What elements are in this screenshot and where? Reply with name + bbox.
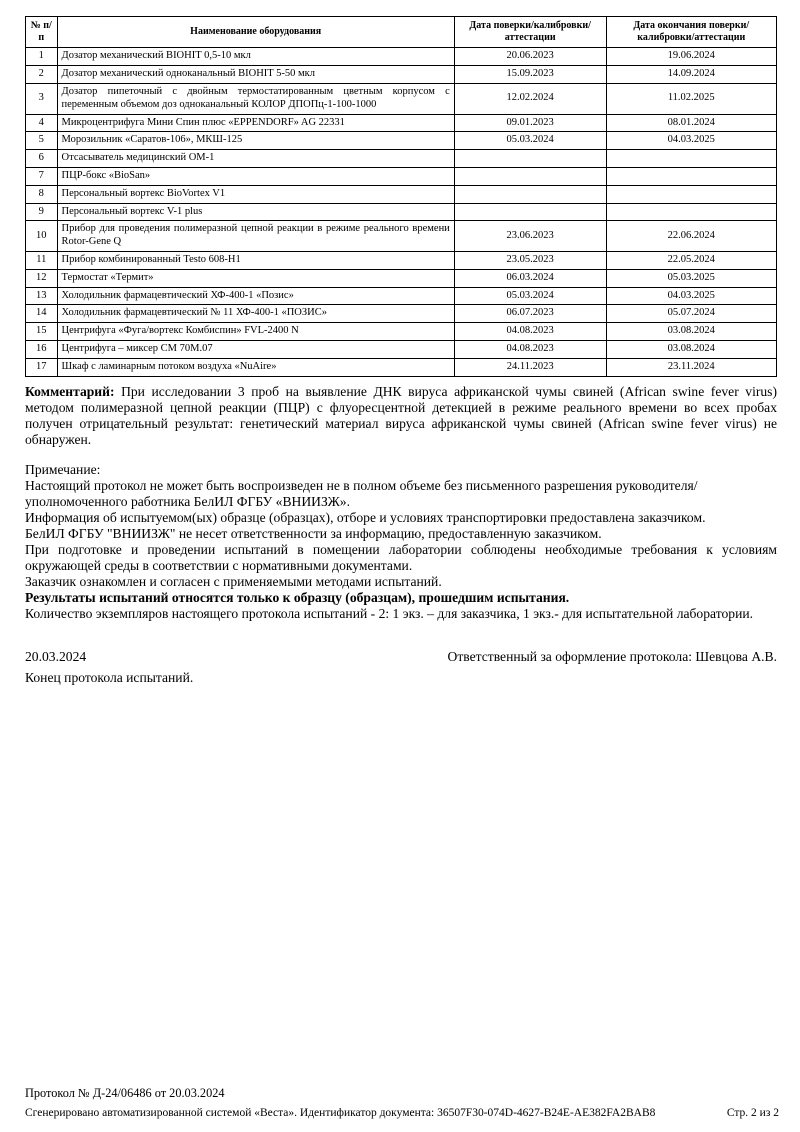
row-number-cell: 10 xyxy=(26,221,58,252)
row-number-cell: 7 xyxy=(26,167,58,185)
verification-end-date-cell: 22.06.2024 xyxy=(606,221,777,252)
responsible-person: Ответственный за оформление протокола: Шевцова А.В. xyxy=(447,648,777,664)
verification-end-date-cell: 05.07.2024 xyxy=(606,305,777,323)
verification-end-date-cell xyxy=(606,185,777,203)
verification-end-date-cell: 03.08.2024 xyxy=(606,323,777,341)
equipment-name-cell: Микроцентрифуга Мини Спин плюс «EPPENDORF» AG 22331 xyxy=(57,114,454,132)
footer-generated-info: Сгенерировано автоматизированной системой «Веста». Идентификатор документа: 36507F30-074D-4627-B24E-AE382FA2BAB8 xyxy=(25,1107,656,1119)
row-number-cell: 3 xyxy=(26,83,58,114)
verification-date-cell xyxy=(454,185,606,203)
protocol-date: 20.03.2024 xyxy=(25,648,87,664)
table-row xyxy=(26,66,777,84)
equipment-name-cell: Морозильник «Саратов-106», МКШ-125 xyxy=(57,132,454,150)
verification-end-date-cell: 22.05.2024 xyxy=(606,251,777,269)
row-number-cell: 9 xyxy=(26,203,58,221)
row-number-cell: 15 xyxy=(26,323,58,341)
note-paragraph: Заказчик ознакомлен и согласен с применяемыми методами испытаний. xyxy=(25,573,442,589)
verification-end-date-cell: 04.03.2025 xyxy=(606,132,777,150)
notes-paragraphs xyxy=(25,478,777,622)
row-number-cell: 12 xyxy=(26,269,58,287)
footer-page-indicator: Стр. 2 из 2 xyxy=(726,1107,779,1119)
verification-date-cell: 05.03.2024 xyxy=(454,132,606,150)
verification-date-cell: 24.11.2023 xyxy=(454,358,606,376)
verification-date-cell: 04.08.2023 xyxy=(454,340,606,358)
verification-date-cell: 23.05.2023 xyxy=(454,251,606,269)
note-paragraph: Результаты испытаний относятся только к образцу (образцам), прошедшим испытания. xyxy=(25,589,570,605)
verification-date-cell: 12.02.2024 xyxy=(454,83,606,114)
row-number-cell: 4 xyxy=(26,114,58,132)
equipment-table xyxy=(25,16,777,377)
verification-date-cell: 20.06.2023 xyxy=(454,48,606,66)
verification-date-cell: 23.06.2023 xyxy=(454,221,606,252)
verification-end-date-cell xyxy=(606,150,777,168)
verification-date-cell: 05.03.2024 xyxy=(454,287,606,305)
verification-end-date-cell: 19.06.2024 xyxy=(606,48,777,66)
row-number-cell: 13 xyxy=(26,287,58,305)
table-row xyxy=(26,132,777,150)
row-number-cell: 16 xyxy=(26,340,58,358)
row-number-cell: 8 xyxy=(26,185,58,203)
comment-paragraph xyxy=(25,384,777,448)
verification-date-cell: 04.08.2023 xyxy=(454,323,606,341)
page-footer xyxy=(25,1086,779,1119)
header-verification-date: Дата поверки/калибровки/аттестации xyxy=(454,17,606,48)
table-row xyxy=(26,114,777,132)
equipment-name-cell: ПЦР-бокс «BioSan» xyxy=(57,167,454,185)
equipment-name-cell: Прибор комбинированный Testo 608-Н1 xyxy=(57,251,454,269)
verification-end-date-cell: 08.01.2024 xyxy=(606,114,777,132)
equipment-name-cell: Холодильник фармацевтический № 11 ХФ-400-1 «ПОЗИС» xyxy=(57,305,454,323)
equipment-table-header xyxy=(26,17,777,48)
row-number-cell: 1 xyxy=(26,48,58,66)
equipment-name-cell: Персональный вортекс V-1 plus xyxy=(57,203,454,221)
table-row xyxy=(26,340,777,358)
header-num: № п/п xyxy=(26,17,58,48)
row-number-cell: 11 xyxy=(26,251,58,269)
equipment-name-cell: Холодильник фармацевтический ХФ-400-1 «Позис» xyxy=(57,287,454,305)
verification-date-cell: 06.03.2024 xyxy=(454,269,606,287)
table-row xyxy=(26,83,777,114)
signature-row xyxy=(25,649,777,665)
note-paragraph: Настоящий протокол не может быть воспроизведен не в полном объеме без письменного разрешения руководителя/уполномоченного работника БелИЛ ФГБУ «ВНИИЗЖ». xyxy=(25,477,698,509)
header-row xyxy=(26,17,777,48)
equipment-name-cell: Дозатор механический BIOHIT 0,5-10 мкл xyxy=(57,48,454,66)
equipment-name-cell: Дозатор пипеточный с двойным термостатированным цветным корпусом с переменным объемом доз одноканальный КОЛОР ДПОПц-1-100-1000 xyxy=(57,83,454,114)
equipment-table-body xyxy=(26,48,777,376)
row-number-cell: 14 xyxy=(26,305,58,323)
note-paragraph: Информация об испытуемом(ых) образце (образцах), отборе и условиях транспортировки предоставлена заказчиком. xyxy=(25,509,706,525)
row-number-cell: 2 xyxy=(26,66,58,84)
note-paragraph: При подготовке и проведении испытаний в помещении лаборатории соблюдены необходимые требования к условиям окружающей среды в соответствии с нормативными документами. xyxy=(25,541,777,573)
end-of-protocol-line: Конец протокола испытаний. xyxy=(25,669,194,685)
verification-date-cell xyxy=(454,150,606,168)
header-verification-end-date: Дата окончания поверки/калибровки/аттестации xyxy=(606,17,777,48)
comment-label: Комментарий: xyxy=(25,383,115,399)
footer-protocol-number: Протокол № Д-24/06486 от 20.03.2024 xyxy=(25,1086,225,1100)
note-paragraph: БелИЛ ФГБУ "ВНИИЗЖ" не несет ответственности за информацию, предоставленную заказчиком. xyxy=(25,525,602,541)
verification-date-cell: 15.09.2023 xyxy=(454,66,606,84)
table-row xyxy=(26,203,777,221)
equipment-name-cell: Персональный вортекс BioVortex V1 xyxy=(57,185,454,203)
equipment-name-cell: Шкаф с ламинарным потоком воздуха «NuAire» xyxy=(57,358,454,376)
verification-end-date-cell: 11.02.2025 xyxy=(606,83,777,114)
equipment-name-cell: Отсасыватель медицинский ОМ-1 xyxy=(57,150,454,168)
verification-end-date-cell: 03.08.2024 xyxy=(606,340,777,358)
verification-date-cell: 06.07.2023 xyxy=(454,305,606,323)
table-row xyxy=(26,269,777,287)
table-row xyxy=(26,185,777,203)
equipment-name-cell: Центрифуга – миксер СМ 70М.07 xyxy=(57,340,454,358)
notes-label: Примечание: xyxy=(25,461,101,477)
table-row xyxy=(26,48,777,66)
equipment-name-cell: Термостат «Термит» xyxy=(57,269,454,287)
table-row xyxy=(26,150,777,168)
row-number-cell: 6 xyxy=(26,150,58,168)
verification-end-date-cell: 04.03.2025 xyxy=(606,287,777,305)
equipment-name-cell: Дозатор механический одноканальный BIOHIT 5-50 мкл xyxy=(57,66,454,84)
table-row xyxy=(26,251,777,269)
verification-date-cell xyxy=(454,167,606,185)
verification-date-cell: 09.01.2023 xyxy=(454,114,606,132)
verification-end-date-cell: 23.11.2024 xyxy=(606,358,777,376)
footer-second-line xyxy=(25,1107,779,1119)
verification-end-date-cell xyxy=(606,203,777,221)
verification-end-date-cell xyxy=(606,167,777,185)
note-paragraph: Количество экземпляров настоящего протокола испытаний - 2: 1 экз. – для заказчика, 1 экз.- для испытательной лаборатории. xyxy=(25,605,754,621)
header-equipment-name: Наименование оборудования xyxy=(57,17,454,48)
table-row xyxy=(26,358,777,376)
equipment-name-cell: Центрифуга «Фуга/вортекс Комбиспин» FVL-2400 N xyxy=(57,323,454,341)
equipment-name-cell: Прибор для проведения полимеразной цепной реакции в режиме реального времени Rotor-Gene Q xyxy=(57,221,454,252)
table-row xyxy=(26,305,777,323)
verification-end-date-cell: 14.09.2024 xyxy=(606,66,777,84)
table-row xyxy=(26,323,777,341)
verification-date-cell xyxy=(454,203,606,221)
row-number-cell: 17 xyxy=(26,358,58,376)
row-number-cell: 5 xyxy=(26,132,58,150)
verification-end-date-cell: 05.03.2025 xyxy=(606,269,777,287)
table-row xyxy=(26,287,777,305)
table-row xyxy=(26,167,777,185)
table-row xyxy=(26,221,777,252)
comment-text: При исследовании 3 проб на выявление ДНК вируса африканской чумы свиней (African swine fever virus) методом полимеразной цепной реакции (ПЦР) с флуоресцентной детекцией в режиме реального времени во всех пробах получен отрицательный результат: генетический материал вируса африканской чумы свиней (African swine fever virus) не обнаружен. xyxy=(25,383,777,447)
